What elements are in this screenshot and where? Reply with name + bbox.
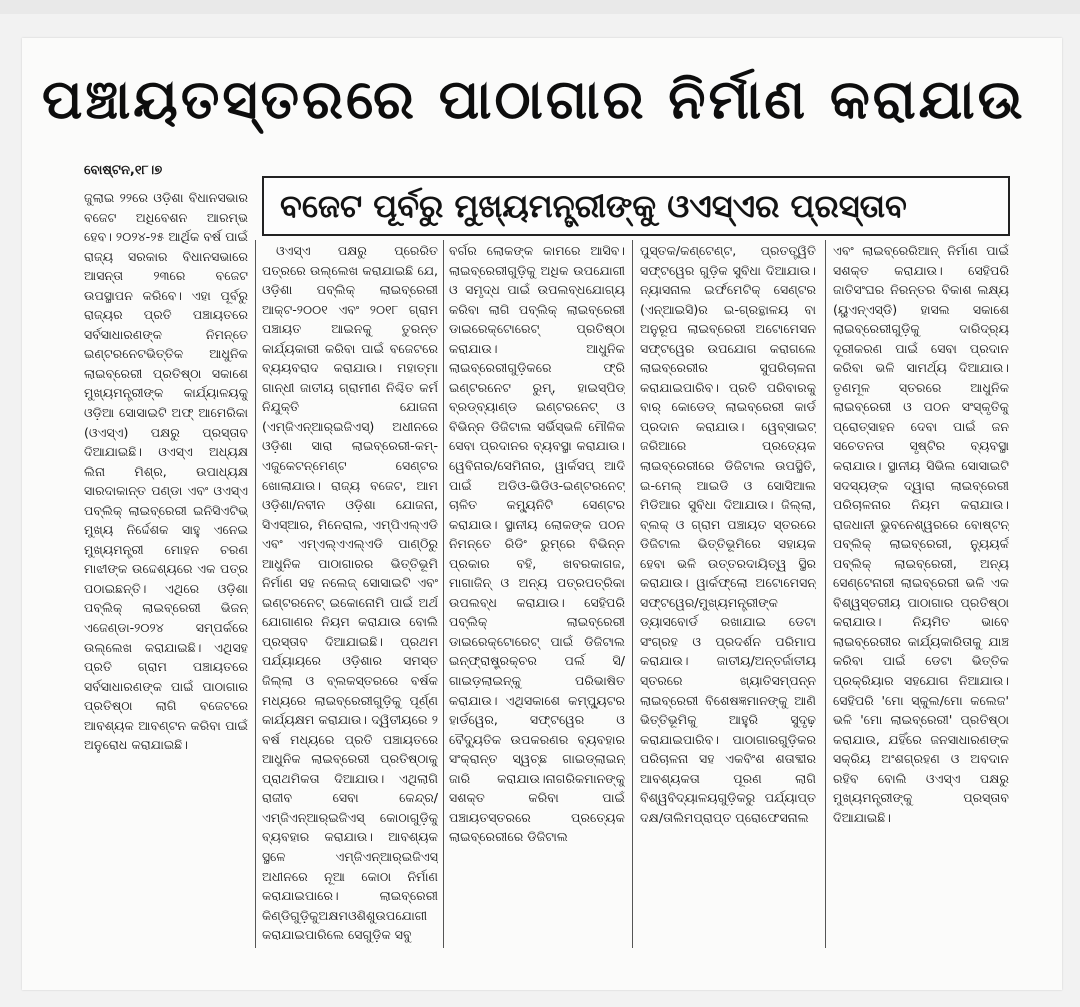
article-column-5: [833, 241, 1009, 948]
article-column-2: [262, 241, 438, 948]
article-column-4: [640, 241, 816, 948]
column-4-text: ପୁସ୍ତକ/କଣ୍ଟେଣ୍ଟ, ପ୍ରତତ୍ତ୍ୱିତି ସଫ୍ଟୱେର ଗୁଡ଼ିକ ସୁବିଧା ଦିଆଯାଉ। ନ୍ୟାସନାଲ ଇର୍ଫମେଟିକ୍ ସେଣ୍ଟର (ଏନ୍‌ଆଇସି)ର ଇ-ଗ୍ରନ୍ଥାଳୟ ବା ଅନୁରୂପ ଲାଇବ୍ରେରୀ ଅଟୋମେସନ ସଫ୍ଟୱେର ଉପଯୋଗ କରାଗଲେ ଲାଇବ୍ରେରୀର ସୁପରିଚାଳନା କରାଯାଇପାରିବ। ପ୍ରତି ପରିବାରକୁ ବାର୍ କୋଡେଡ୍ ଲାଇବ୍ରେରୀ କାର୍ଡ ପ୍ରଦାନ କରାଯାଉ। ୱେବ୍‌ସାଇଟ୍ ଜରିଆରେ ପ୍ରତ୍ୟେକ ଲାଇବ୍ରେରୀରେ ଡିଜିଟାଲ ଉପସ୍ଥିତି, ଇ-ମେଲ୍ ଆଇଡି ଓ ସୋସିଆଲ ମିଡିଆର ସୁବିଧା ଦିଆଯାଉ। ଜିଲ୍ଲା, ବ୍ଲକ୍ ଓ ଗ୍ରାମ ପଞ୍ଚାୟତ ସ୍ତରରେ ଡିଜିଟାଲ ଭିତ୍ତିଭୂମିରେ ସହାୟକ ହେବା ଭଳି ଉତ୍ତରଦାୟିତ୍ୱ ସ୍ଥିର କରାଯାଉ। ୱାର୍କଫ୍ଲୋ ଅଟୋମେସନ୍ ସଫ୍ଟୱେର/ମୁଖ୍ୟମନ୍ତ୍ରୀଙ୍କ ଡ୍ୟାସବୋର୍ଡ ରଖାଯାଇ ଡେଟା ସଂଗ୍ରହ ଓ ପ୍ରଦର୍ଶନ ପରିମାପ କରାଯାଉ। ଜାତୀୟ/ଅନ୍ତର୍ଜାତୀୟ ସ୍ତରରେ ଖ୍ୟାତିସମ୍ପନ୍ନ ଲାଇବ୍ରେରୀ ବିଶେଷଜ୍ଞମାନଙ୍କୁ ଆଣି ଭିତ୍ତିଭୂମିକୁ ଆହୁରି ସୁଦୃଢ଼ କରାଯାଇପାରିବ। ପାଠାଗାରଗୁଡ଼ିକର ପରିଚାଳନା ସହ ଏକବିଂଶ ଶତାବ୍ଦୀର ଆବଶ୍ୟକତା ପୂରଣ ଲାଗି ବିଶ୍ୱବିଦ୍ୟାଳୟଗୁଡ଼ିକରୁ ପର୍ଯ୍ୟାପ୍ତ ଦକ୍ଷ/ତାଲିମପ୍ରାପ୍ତ ପ୍ରୋଫେସନାଲ: [640, 243, 816, 825]
column-5-text: ଏବଂ ଲାଇବ୍ରେରିଆନ୍ ନିର୍ମାଣ ପାଇଁ ସଶକ୍ତ କରାଯାଉ। ସେହିପରି ଜାତିସଂଘର ନିରନ୍ତର ବିକାଶ ଲକ୍ଷ୍ୟ (ୟୁଏନ୍‌ଏସ୍‌ଡି) ହାସଲ ସକାଶେ ଲାଇବ୍ରେରୀଗୁଡ଼ିକୁ ଦାରିଦ୍ର୍ୟ ଦୂରୀକରଣ ପାଇଁ ସେବା ପ୍ରଦାନ କରିବା ଭଳି ସାମର୍ଥ୍ୟ ଦିଆଯାଉ। ତୃଣମୂଳ ସ୍ତରରେ ଆଧୁନିକ ଲାଇବ୍ରେରୀ ଓ ପଠନ ସଂସ୍କୃତିକୁ ପ୍ରୋତ୍ସାହନ ଦେବା ପାଇଁ ଜନ ସଚେତନତା ସୃଷ୍ଟିର ବ୍ୟବସ୍ଥା କରାଯାଉ। ସ୍ଥାନୀୟ ସିଭିଲ ସୋସାଇଟି ସଦସ୍ୟଙ୍କ ଦ୍ୱାରା ଲାଇବ୍ରେରୀ ପରିଚାଳନାର ନିୟମ କରାଯାଉ। ରାଜଧାନୀ ଭୁବନେଶ୍ୱରରେ ବୋଷ୍ଟନ୍ ପବ୍ଲିକ୍ ଲାଇବ୍ରେରୀ, ନ୍ୟୁୟର୍କ ପବ୍ଲିକ୍ ଲାଇବ୍ରେରୀ, ଅନ୍ୟ ସେଣ୍ଟେନାରୀ ଲାଇବ୍ରେରୀ ଭଳି ଏକ ବିଶ୍ୱସ୍ତରୀୟ ପାଠାଗାର ପ୍ରତିଷ୍ଠା କରାଯାଉ। ନିୟମିତ ଭାବେ ଲାଇବ୍ରେରୀର କାର୍ଯ୍ୟକାରିତାକୁ ଯାଞ୍ଚ କରିବା ପାଇଁ ଡେଟା ଭିତ୍ତିକ ପ୍ରକ୍ରିୟାର ସହଯୋଗ ନିଆଯାଉ। ସେହିପରି 'ମୋ ସ୍କୁଲ/ମୋ କଲେଜ' ଭଳି 'ମୋ ଲାଇବ୍ରେରୀ' ପ୍ରତିଷ୍ଠା କରାଯାଉ, ଯହିଁରେ ଜନସାଧାରଣଙ୍କ ସକ୍ରିୟ ଅଂଶଗ୍ରହଣ ଓ ଅବଦାନ ରହିବ ବୋଲି ଓଏସ୍ଏ ପକ୍ଷରୁ ମୁଖ୍ୟମନ୍ତ୍ରୀଙ୍କୁ ପ୍ରସ୍ତାବ ଦିଆଯାଇଛି।: [833, 243, 1009, 825]
dateline: ବୋଷ୍ଟନ,୧୮।୭: [84, 163, 163, 178]
column-2-text: ଓଏସ୍ଏ ପକ୍ଷରୁ ପ୍ରେରିତ ପତ୍ରରେ ଉଲ୍ଲେଖ କରାଯାଇଛି ଯେ, ଓଡ଼ିଶା ପବ୍ଲିକ୍ ଲାଇବ୍ରେରୀ ଆକ୍ଟ-୨୦୦୧ ଏବଂ ୨୦୧୮ ଗ୍ରାମ ପଞ୍ଚାୟତ ଆଇନକୁ ତୁରନ୍ତ କାର୍ଯ୍ୟକାରୀ କରିବା ପାଇଁ ବଜେଟରେ ବ୍ୟୟବରାଦ କରାଯାଉ। ମହାତ୍ମା ଗାନ୍ଧୀ ଜାତୀୟ ଗ୍ରାମୀଣ ନିଶ୍ଚିତ କର୍ମ ନିଯୁକ୍ତି ଯୋଜନା (ଏମ୍‌ଜିଏନ୍‌ଆର୍‌ଇଜିଏସ୍) ଅଧୀନରେ ଓଡ଼ିଶା ସାରା ଲାଇବ୍ରେରୀ-କମ୍-ଏଜୁକେଟନ୍‌ମେଣ୍ଟ ସେଣ୍ଟର ଖୋଲାଯାଉ। ରାଜ୍ୟ ବଜେଟ, ଆମ ଓଡ଼ିଶା/ନବୀନ ଓଡ଼ିଶା ଯୋଜନା, ସିଏସ୍ଆର, ମିନେରାଲ, ଏମ୍‌ପିଏଲ୍‌ଏଡି ଏବଂ ଏମ୍‌ଏଲ୍‌ଏଏଲ୍‌ଏଡି ପାଣ୍ଠିରୁ ଆଧୁନିକ ପାଠାଗାରର ଭିତ୍ତିଭୂମି ନିର୍ମାଣ ସହ ନଲେଜ୍ ସୋସାଇଟି ଏବଂ ଇଣ୍ଟରନେଟ୍ ଇକୋନୋମି ପାଇଁ ଅର୍ଥ ଯୋଗାଣର ନିୟମ କରାଯାଉ ବୋଲି ପ୍ରସ୍ତାବ ଦିଆଯାଇଛି। ପ୍ରଥମ ପର୍ଯ୍ୟାୟରେ ଓଡ଼ିଶାର ସମସ୍ତ ଜିଲ୍ଲା ଓ ବ୍ଲକସ୍ତରରେ ବର୍ଷକ ମଧ୍ୟରେ ଲାଇବ୍ରେରୀଗୁଡ଼ିକୁ ପୂର୍ଣ୍ଣ କାର୍ଯ୍ୟକ୍ଷମ କରାଯାଉ। ଦ୍ୱିତୀୟରେ ୨ ବର୍ଷ ମଧ୍ୟରେ ପ୍ରତି ପଞ୍ଚାୟତରେ ଆଧୁନିକ ଲାଇବ୍ରେରୀ ପ୍ରତିଷ୍ଠାକୁ ପ୍ରାଥମିକତା ଦିଆଯାଉ। ଏଥିଲାଗି ରାଜୀବ ସେବା କେନ୍ଦ୍ର/ଏମ୍‌ଜିଏନ୍‌ଆର୍‌ଇଜିଏସ୍ କୋଠାଗୁଡ଼ିକୁ ବ୍ୟବହାର କରାଯାଉ। ଆବଶ୍ୟକ ସ୍ଥଳେ ଏମ୍‌ଜିଏନ୍‌ଆର୍‌ଇଜିଏସ୍ ଅଧୀନରେ ନୂଆ କୋଠା ନିର୍ମାଣ କରାଯାଇପାରେ। ଲାଇବ୍ରେରୀ କିଣ୍ଡିଗୁଡ଼ିକୁଅକ୍ଷମଓଶିଶୁଉପଯୋଗୀ କରାଯାଇପାରିଲେ ସେଗୁଡ଼ିକ ସବୁ: [262, 243, 438, 943]
column-divider: [443, 240, 444, 948]
article-column-1: [84, 188, 248, 948]
subheadline-box: ବଜେଟ ପୂର୍ବରୁ ମୁଖ୍ୟମନ୍ତ୍ରୀଙ୍କୁ ଓଏସ୍ଏର ପ୍ରସ୍ତାବ: [262, 176, 1010, 236]
article-column-3: [449, 241, 625, 948]
column-divider: [632, 240, 633, 948]
column-1-text: ଜୁଲାଇ ୨୨ରେ ଓଡ଼ିଶା ବିଧାନସଭାର ବଜେଟ ଅଧିବେଶନ ଆରମ୍ଭ ହେବ। ୨୦୨୪-୨୫ ଆର୍ଥିକ ବର୍ଷ ପାଇଁ ରାଜ୍ୟ ସରକାର ବିଧାନସଭାରେ ଆସନ୍ତା ୨୩ରେ ବଜେଟ ଉପସ୍ଥାପନ କରିବେ। ଏହା ପୂର୍ବରୁ ରାଜ୍ୟର ପ୍ରତି ପଞ୍ଚାୟତରେ ସର୍ବସାଧାରଣଙ୍କ ନିମନ୍ତେ ଇଣ୍ଟରନେଟଭିତ୍ତିକ ଆଧୁନିକ ଲାଇବ୍ରେରୀ ପ୍ରତିଷ୍ଠା ସକାଶେ ମୁଖ୍ୟମନ୍ତ୍ରୀଙ୍କ କାର୍ଯ୍ୟାଳୟକୁ ଓଡ଼ିଆ ସୋସାଇଟି ଅଫ୍ ଆମେରିକା (ଓଏସ୍ଏ) ପକ୍ଷରୁ ପ୍ରସ୍ତାବ ଦିଆଯାଇଛି। ଓଏସ୍ଏ ଅଧ୍ୟକ୍ଷ ଲିନା ମିଶ୍ର, ଉପାଧ୍ୟକ୍ଷ ସାରଦାକାନ୍ତ ପଣ୍ଡା ଏବଂ ଓଏସ୍ଏ ପବ୍ଲିକ୍ ଲାଇବ୍ରେରୀ ଇନିସିଏଟିଭ୍ ମୁଖ୍ୟ ନିର୍ଦ୍ଦେଶକ ସାହୁ ଏନେଇ ମୁଖ୍ୟମନ୍ତ୍ରୀ ମୋହନ ଚରଣ ମାଝୀଙ୍କ ଉଦ୍ଦେଶ୍ୟରେ ଏକ ପତ୍ର ପଠାଇଛନ୍ତି। ଏଥିରେ ଓଡ଼ିଶା ପବ୍ଲିକ୍ ଲାଇବ୍ରେରୀ ଭିଜନ୍ ଏଜେଣ୍ଡା-୨୦୨୪ ସମ୍ପର୍କରେ ଉଲ୍ଲେଖ କରାଯାଇଛି। ଏଥିସହ ପ୍ରତି ଗ୍ରାମ ପଞ୍ଚାୟତରେ ସର୍ବସାଧାରଣଙ୍କ ପାଇଁ ପାଠାଗାର ପ୍ରତିଷ୍ଠା ଲାଗି ବଜେଟରେ ଆବଶ୍ୟକ ଆବଣ୍ଟନ କରିବା ପାଇଁ ଅନୁରୋଧ କରାଯାଇଛି।: [84, 190, 248, 753]
headline: ପଞ୍ଚାୟତସ୍ତରରେ ପାଠାଗାର ନିର୍ମାଣ କରାଯାଉ: [42, 68, 1026, 131]
column-3-text: ବର୍ଗର ଲୋକଙ୍କ କାମରେ ଆସିବ। ଲାଇବ୍ରେରୀଗୁଡ଼ିକୁ ଅଧିକ ଉପଯୋଗୀ ଓ ସମୃଦ୍ଧ ପାଇଁ ଉପଲବ୍ଧଯୋଗ୍ୟ କରିବା ଲାଗି ପବ୍ଲିକ୍ ଲାଇବ୍ରେରୀ ଡାଇରେକ୍ଟୋରେଟ୍ ପ୍ରତିଷ୍ଠା କରାଯାଉ। ଆଧୁନିକ ଲାଇବ୍ରେରୀଗୁଡ଼ିକରେ ଫ୍ରି ଇଣ୍ଟରନେଟ ରୁମ୍, ହାଇସ୍ପିଡ୍ ବ୍ରଡ୍‌ବ୍ୟାଣ୍ଡ ଇଣ୍ଟରନେଟ୍ ଓ ବିଭିନ୍ନ ଡିଜିଟାଲ ସର୍ଭିସ୍‌ଭଳି ମୌଳିକ ସେବା ପ୍ରଦାନର ବ୍ୟବସ୍ଥା କରାଯାଉ। ୱେବିନାର/ସେମିନାର, ୱାର୍କସପ୍ ଆଦି ପାଇଁ ଅଡିଓ-ଭିଡିଓ-ଇଣ୍ଟରନେଟ୍ ଚାଳିତ କମ୍ୟୁନିଟି ସେଣ୍ଟର କରାଯାଉ। ସ୍ଥାନୀୟ ଲୋକଙ୍କ ପଠନ ନିମନ୍ତେ ରିଡିଂ ରୁମ୍‌ରେ ବିଭିନ୍ନ ପ୍ରକାର ବହି, ଖବରକାଗଜ, ମାଗାଜିନ୍ ଓ ଅନ୍ୟ ପତ୍ରପତ୍ରିକା ଉପଲବ୍ଧ କରାଯାଉ। ସେହିପରି ପବ୍ଲିକ୍ ଲାଇବ୍ରେରୀ ଡାଇରେକ୍ଟୋରେଟ୍ ପାଇଁ ଡିଜିଟାଲ ଇନ୍‌ଫ୍ରାଷ୍ଟ୍ରକ୍ଚର ପର୍ଲ ସି/ଗାଇଡ଼ଲାଇନ୍‌କୁ ପରିଭାଷିତ କରାଯାଉ। ଏଥିସକାଶେ କମ୍ପ୍ୟୁଟର ହାର୍ଡୱେର, ସଫ୍ଟୱେର ଓ ବୈଦ୍ୟୁତିକ ଉପକରଣର ବ୍ୟବହାର ସଂକ୍ରାନ୍ତ ସ୍ୱଚ୍ଛ ଗାଇଡ୍‌ଲାଇନ୍ ଜାରି କରାଯାଉ।ନାଗରିକମାନଙ୍କୁ ସଶକ୍ତ କରିବା ପାଇଁ ପଞ୍ଚାୟତସ୍ତରରେ ପ୍ରତ୍ୟେକ ଲାଇବ୍ରେରୀରେ ଡିଜିଟାଲ: [449, 243, 625, 845]
column-divider: [255, 240, 256, 948]
top-margin-strip: [0, 0, 1080, 14]
column-divider: [825, 240, 826, 948]
